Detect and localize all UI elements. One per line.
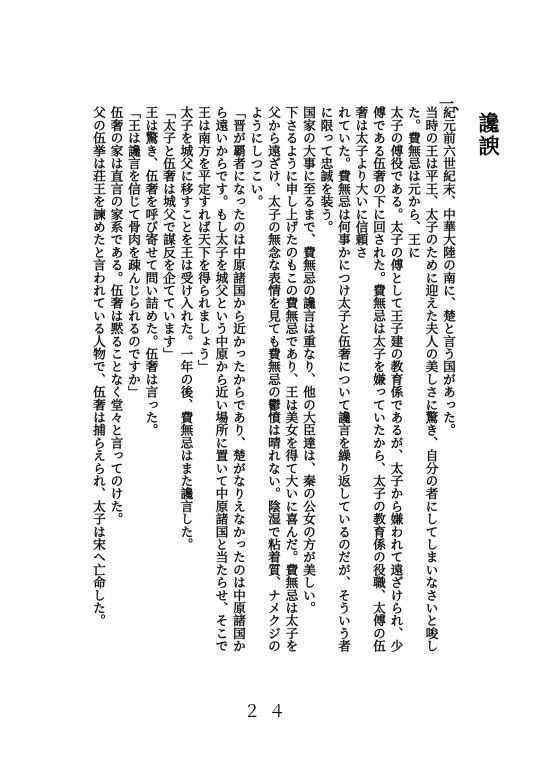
page-number: ２４ [243, 702, 294, 722]
document-title: 讒諛 [476, 112, 500, 158]
body-paragraph: 「晋が覇者になったのは中原諸国から近かったからであり、楚がなりえなかったのは中原諸国から遠いからです。もし太子を城父という中原から近い場所に置いて中原諸国と当たらせ、そこで王は南方を平定すれば天下を得られましょう」 [196, 106, 246, 653]
body-paragraph: 当時の王は平王、太子のために迎えた夫人の美しさに驚き、自分の者にしてしまいなさいと唆した。費無忌は元から、王に [406, 106, 439, 653]
body-paragraph: 「王は讒言を信じて骨肉を疎んじられるのですか」 [126, 106, 141, 399]
body-paragraph: 太子を城父に移すことを王は受け入れた。一年の後、費無忌はまた讒言した。 [178, 106, 194, 551]
body-paragraph: れていた。費無忌は何事かにつけ太子と伍奢について讒言を繰り返しているのだが、そういう者に限って忠誠を装う。 [318, 106, 351, 653]
body-paragraph: 太子の傅役である。太子の傅として王子建の教育係であるが、太子から嫌われて遠ざけられ、少傅である伍奢の下に回された。費無忌は太子を嫌っていたから、太子の教育係の役職、太傅の伍奢は太子より大いに信頼さ [353, 106, 404, 653]
body-paragraph: 紀元前六世紀末、中華大陸の南に、楚と言う国があった。 [441, 106, 456, 437]
body-paragraph: 「太子と伍奢は城父で謀反を企てています」 [161, 106, 176, 360]
vertical-body-text [37, 106, 457, 661]
body-paragraph: 伍奢の家は直言の家系である。伍奢は黙ることなく堂々と言ってのけた。 [108, 106, 124, 526]
body-paragraph: 父の伍挙は荘王を諫めたと言われている人物で、伍奢は捕らえられ、太子は宋へ亡命した。 [91, 106, 106, 627]
body-paragraph: 王は驚き、伍奢を呼び寄せて問い詰めた。伍奢は言った。 [143, 106, 159, 437]
body-paragraph: 下さるように申し上げたのもこの費無忌であり、王は美女を得て大いに喜んだ。費無忌は太子を父から遠ざけ、太子の無念な表情を見ても費無忌の鬱憤は晴れない。陰湿で粘着質、ナメクジのようにしつこい。 [248, 106, 299, 653]
body-paragraph: 国家の大事に至るまで、費無忌の讒言は重なり、他の大臣達は、秦の公女の方が美しい。 [301, 106, 316, 614]
section-mark: 一、 [438, 95, 469, 113]
